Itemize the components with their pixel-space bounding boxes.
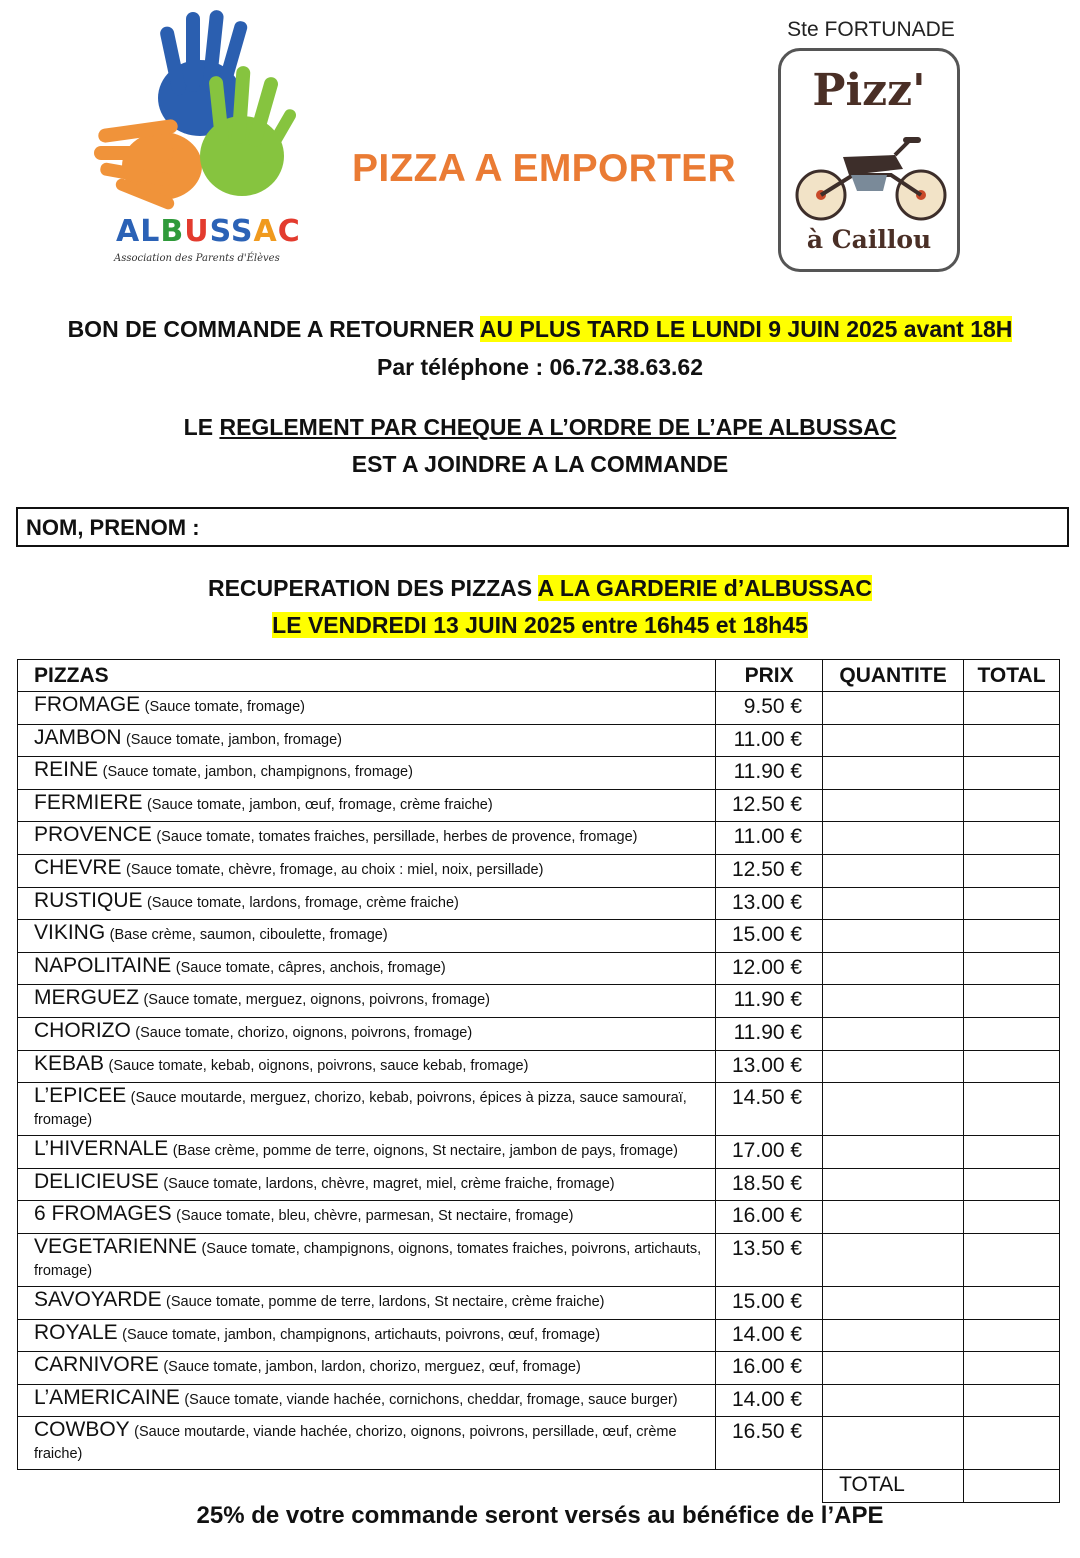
pizzeria-name: Pizz' xyxy=(812,65,926,116)
quantity-cell[interactable] xyxy=(823,985,964,1018)
pizza-cell xyxy=(18,1017,716,1050)
pizza-name: KEBAB xyxy=(34,1051,105,1075)
pickup-date: LE VENDREDI 13 JUIN 2025 entre 16h45 et 18h45 xyxy=(272,612,808,638)
pizza-price: 18.50 € xyxy=(716,1168,823,1201)
grand-total-cell[interactable] xyxy=(964,1470,1060,1503)
pizza-description: (Base crème, saumon, ciboulette, fromage) xyxy=(109,927,388,944)
pizza-name: ROYALE xyxy=(34,1320,118,1344)
total-cell[interactable] xyxy=(964,1201,1060,1234)
header-quantity: QUANTITE xyxy=(823,660,964,692)
pizza-cell xyxy=(18,952,716,985)
pizza-description: (Sauce tomate, viande hachée, cornichons, cheddar, fromage, sauce burger) xyxy=(184,1391,678,1408)
pizza-price: 16.00 € xyxy=(716,1201,823,1234)
total-cell[interactable] xyxy=(964,1083,1060,1136)
pizza-price: 11.00 € xyxy=(716,822,823,855)
pizza-cell xyxy=(18,1050,716,1083)
total-cell[interactable] xyxy=(964,1168,1060,1201)
pizza-cell xyxy=(18,887,716,920)
pizza-name: RUSTIQUE xyxy=(34,888,143,912)
pizza-name: CHEVRE xyxy=(34,855,122,879)
pizza-description: (Base crème, pomme de terre, oignons, St nectaire, jambon de pays, fromage) xyxy=(172,1143,679,1160)
pizza-name: FROMAGE xyxy=(34,693,141,716)
table-row xyxy=(18,1168,1060,1201)
total-cell[interactable] xyxy=(964,1319,1060,1352)
quantity-cell[interactable] xyxy=(823,1017,964,1050)
quantity-cell[interactable] xyxy=(823,887,964,920)
pizza-price: 15.00 € xyxy=(716,1286,823,1319)
table-row xyxy=(18,789,1060,822)
quantity-cell[interactable] xyxy=(823,854,964,887)
pizza-name: CHORIZO xyxy=(34,1018,131,1042)
total-cell[interactable] xyxy=(964,1017,1060,1050)
quantity-cell[interactable] xyxy=(823,1168,964,1201)
pizza-price: 13.00 € xyxy=(716,1050,823,1083)
return-deadline-text: BON DE COMMANDE A RETOURNER xyxy=(67,316,480,342)
page-title: PIZZA A EMPORTER xyxy=(352,147,736,190)
table-row xyxy=(18,692,1060,725)
total-cell[interactable] xyxy=(964,1233,1060,1286)
pizza-name: L’AMERICAINE xyxy=(34,1385,180,1409)
total-cell[interactable] xyxy=(964,1384,1060,1417)
table-row xyxy=(18,1286,1060,1319)
pizza-description: (Sauce tomate, champignons, oignons, tomates fraiches, poivrons, artichauts, fromage) xyxy=(34,1240,702,1279)
pizza-cell xyxy=(18,1233,716,1286)
pizza-name: COWBOY xyxy=(34,1418,130,1442)
quantity-cell[interactable] xyxy=(823,1050,964,1083)
pizza-order-table xyxy=(17,659,1060,1503)
table-row xyxy=(18,1384,1060,1417)
pizzeria-subname: à Caillou xyxy=(806,225,932,254)
pizza-description: (Sauce moutarde, viande hachée, chorizo, oignons, poivrons, persillade, œuf, crème fraiche) xyxy=(34,1424,677,1463)
pizza-price: 13.00 € xyxy=(716,887,823,920)
table-row xyxy=(18,1352,1060,1385)
table-row xyxy=(18,952,1060,985)
pizza-cell xyxy=(18,1417,716,1470)
quantity-cell[interactable] xyxy=(823,1384,964,1417)
total-cell[interactable] xyxy=(964,952,1060,985)
table-row xyxy=(18,1417,1060,1470)
pizza-price: 12.00 € xyxy=(716,952,823,985)
footer-note: 25% de votre commande seront versés au bénéfice de l’APE xyxy=(196,1502,884,1529)
table-row xyxy=(18,822,1060,855)
pizzeria-logo xyxy=(778,18,964,272)
quantity-cell[interactable] xyxy=(823,1286,964,1319)
quantity-cell[interactable] xyxy=(823,1083,964,1136)
pizza-price: 9.50 € xyxy=(716,692,823,725)
pizza-name: FERMIERE xyxy=(34,790,143,814)
quantity-cell[interactable] xyxy=(823,724,964,757)
pizza-cell xyxy=(18,920,716,953)
pizza-name: L’EPICEE xyxy=(34,1084,127,1108)
total-cell[interactable] xyxy=(964,822,1060,855)
pizza-description: (Sauce tomate, jambon, champignons, artichauts, poivrons, œuf, fromage) xyxy=(122,1326,601,1343)
table-row xyxy=(18,854,1060,887)
total-cell[interactable] xyxy=(964,724,1060,757)
payment-line xyxy=(0,414,1080,441)
association-logo xyxy=(92,6,302,268)
pizza-cell xyxy=(18,789,716,822)
quantity-cell[interactable] xyxy=(823,1319,964,1352)
pizza-cell xyxy=(18,1286,716,1319)
pizza-name: JAMBON xyxy=(34,725,122,749)
pizza-description: (Sauce tomate, câpres, anchois, fromage) xyxy=(175,959,446,976)
pizza-cell xyxy=(18,1319,716,1352)
pizza-description: (Sauce tomate, jambon, champignons, fromage) xyxy=(102,764,413,781)
table-row xyxy=(18,757,1060,790)
table-row xyxy=(18,1319,1060,1352)
table-row xyxy=(18,724,1060,757)
table-row xyxy=(18,1083,1060,1136)
total-cell[interactable] xyxy=(964,985,1060,1018)
pizza-description: (Sauce tomate, jambon, lardon, chorizo, merguez, œuf, fromage) xyxy=(163,1359,581,1376)
pickup-text: RECUPERATION DES PIZZAS xyxy=(207,575,538,601)
total-cell[interactable] xyxy=(964,1352,1060,1385)
total-cell[interactable] xyxy=(964,757,1060,790)
pizza-price: 16.00 € xyxy=(716,1352,823,1385)
pizza-cell xyxy=(18,1168,716,1201)
pizza-price: 13.50 € xyxy=(716,1233,823,1286)
table-row xyxy=(18,985,1060,1018)
pizza-description: (Sauce tomate, kebab, oignons, poivrons, sauce kebab, fromage) xyxy=(108,1057,529,1074)
return-deadline-line xyxy=(0,316,1080,343)
total-cell[interactable] xyxy=(964,1286,1060,1319)
payment-line-2: EST A JOINDRE A LA COMMANDE xyxy=(351,451,729,477)
pizza-cell xyxy=(18,724,716,757)
header-total: TOTAL xyxy=(964,660,1060,692)
pizza-cell xyxy=(18,1201,716,1234)
pizza-price: 12.50 € xyxy=(716,854,823,887)
pizza-description: (Sauce tomate, bleu, chèvre, parmesan, St nectaire, fromage) xyxy=(176,1208,574,1225)
pickup-location: A LA GARDERIE d’ALBUSSAC xyxy=(537,575,873,601)
pizza-name: 6 FROMAGES xyxy=(34,1202,172,1226)
pizza-description: (Sauce tomate, merguez, oignons, poivrons, fromage) xyxy=(143,992,491,1009)
table-row xyxy=(18,887,1060,920)
pizza-price: 11.90 € xyxy=(716,1017,823,1050)
table-row xyxy=(18,920,1060,953)
pizza-name: REINE xyxy=(34,758,99,782)
quantity-cell[interactable] xyxy=(823,1201,964,1234)
table-row xyxy=(18,1017,1060,1050)
return-deadline-highlight: AU PLUS TARD LE LUNDI 9 JUIN 2025 avant 18H xyxy=(479,316,1013,342)
pizza-price: 16.50 € xyxy=(716,1417,823,1470)
pizza-price: 11.00 € xyxy=(716,724,823,757)
pizza-description: (Sauce tomate, fromage) xyxy=(144,699,306,715)
pizza-cell xyxy=(18,692,716,725)
total-cell[interactable] xyxy=(964,692,1060,725)
pizza-name: CARNIVORE xyxy=(34,1353,159,1377)
table-row xyxy=(18,1050,1060,1083)
pizza-name: SAVOYARDE xyxy=(34,1287,162,1311)
pizza-price: 15.00 € xyxy=(716,920,823,953)
total-cell[interactable] xyxy=(964,1417,1060,1470)
phone-line: Par téléphone : 06.72.38.63.62 xyxy=(376,354,703,380)
total-cell[interactable] xyxy=(964,789,1060,822)
pizza-description: (Sauce tomate, chèvre, fromage, au choix : miel, noix, persillade) xyxy=(125,861,544,878)
pizza-description: (Sauce tomate, jambon, fromage) xyxy=(125,731,342,748)
table-header-row xyxy=(18,660,1060,692)
pizzeria-location: Ste FORTUNADE xyxy=(787,18,955,41)
pizza-rows xyxy=(18,692,1060,1470)
pizza-cell xyxy=(18,757,716,790)
pizza-name: NAPOLITAINE xyxy=(34,953,172,977)
pickup-date-line xyxy=(0,612,1080,639)
quantity-cell[interactable] xyxy=(823,692,964,725)
association-subtitle: Association des Parents d'Élèves xyxy=(114,253,280,264)
payment-instruction: REGLEMENT PAR CHEQUE A L’ORDRE DE L’APE ALBUSSAC xyxy=(219,414,897,440)
pizza-price: 14.00 € xyxy=(716,1384,823,1417)
pizza-description: (Sauce tomate, lardons, chèvre, magret, miel, crème fraiche, fromage) xyxy=(163,1175,615,1192)
pizza-price: 11.90 € xyxy=(716,985,823,1018)
total-cell[interactable] xyxy=(964,1050,1060,1083)
quantity-cell[interactable] xyxy=(823,1136,964,1169)
pizzeria-badge xyxy=(778,48,960,272)
pizza-name: MERGUEZ xyxy=(34,986,139,1010)
pizza-name: VIKING xyxy=(34,921,106,945)
quantity-cell[interactable] xyxy=(823,789,964,822)
pizza-cell xyxy=(18,1136,716,1169)
total-cell[interactable] xyxy=(964,854,1060,887)
total-cell[interactable] xyxy=(964,1136,1060,1169)
quantity-cell[interactable] xyxy=(823,822,964,855)
pizza-name: VEGETARIENNE xyxy=(34,1234,197,1258)
quantity-cell[interactable] xyxy=(823,1233,964,1286)
grand-total-row xyxy=(18,1470,1060,1503)
name-field[interactable] xyxy=(16,507,1069,547)
pizza-cell xyxy=(18,1384,716,1417)
quantity-cell[interactable] xyxy=(823,757,964,790)
pizza-description: (Sauce tomate, jambon, œuf, fromage, crème fraiche) xyxy=(146,796,493,813)
quantity-cell[interactable] xyxy=(823,952,964,985)
pizza-price: 17.00 € xyxy=(716,1136,823,1169)
pizza-price: 12.50 € xyxy=(716,789,823,822)
pizza-name: L’HIVERNALE xyxy=(34,1137,169,1161)
table-row xyxy=(18,1201,1060,1234)
quantity-cell[interactable] xyxy=(823,920,964,953)
payment-prefix: LE xyxy=(183,414,220,440)
table-row xyxy=(18,1136,1060,1169)
pizza-cell xyxy=(18,1083,716,1136)
pizza-price: 14.50 € xyxy=(716,1083,823,1136)
motorbike-icon xyxy=(791,135,951,225)
name-field-label: NOM, PRENOM : xyxy=(26,515,200,540)
quantity-cell[interactable] xyxy=(823,1352,964,1385)
pizza-description: (Sauce tomate, chorizo, oignons, poivrons, fromage) xyxy=(135,1024,473,1041)
pizza-cell xyxy=(18,822,716,855)
association-name: ALBUSSAC xyxy=(116,214,301,249)
pizza-price: 11.90 € xyxy=(716,757,823,790)
quantity-cell[interactable] xyxy=(823,1417,964,1470)
pizza-cell xyxy=(18,985,716,1018)
header-price: PRIX xyxy=(716,660,823,692)
pizza-cell xyxy=(18,1352,716,1385)
total-cell[interactable] xyxy=(964,887,1060,920)
pizza-description: (Sauce tomate, tomates fraiches, persillade, herbes de provence, fromage) xyxy=(156,829,638,846)
table-row xyxy=(18,1233,1060,1286)
pizza-price: 14.00 € xyxy=(716,1319,823,1352)
pizza-description: (Sauce tomate, pomme de terre, lardons, St nectaire, crème fraiche) xyxy=(166,1293,605,1310)
header-pizzas: PIZZAS xyxy=(18,660,716,692)
pizza-cell xyxy=(18,854,716,887)
pizza-description: (Sauce tomate, lardons, fromage, crème fraiche) xyxy=(146,894,459,911)
grand-total-label: TOTAL xyxy=(823,1470,964,1503)
pizza-description: (Sauce moutarde, merguez, chorizo, kebab, poivrons, épices à pizza, sauce samouraï, fromage) xyxy=(34,1090,687,1129)
pizza-name: DELICIEUSE xyxy=(34,1169,159,1193)
pickup-line xyxy=(0,575,1080,602)
grand-total-spacer xyxy=(18,1470,823,1503)
pizza-name: PROVENCE xyxy=(34,823,152,847)
total-cell[interactable] xyxy=(964,920,1060,953)
handprints-icon xyxy=(92,6,302,216)
